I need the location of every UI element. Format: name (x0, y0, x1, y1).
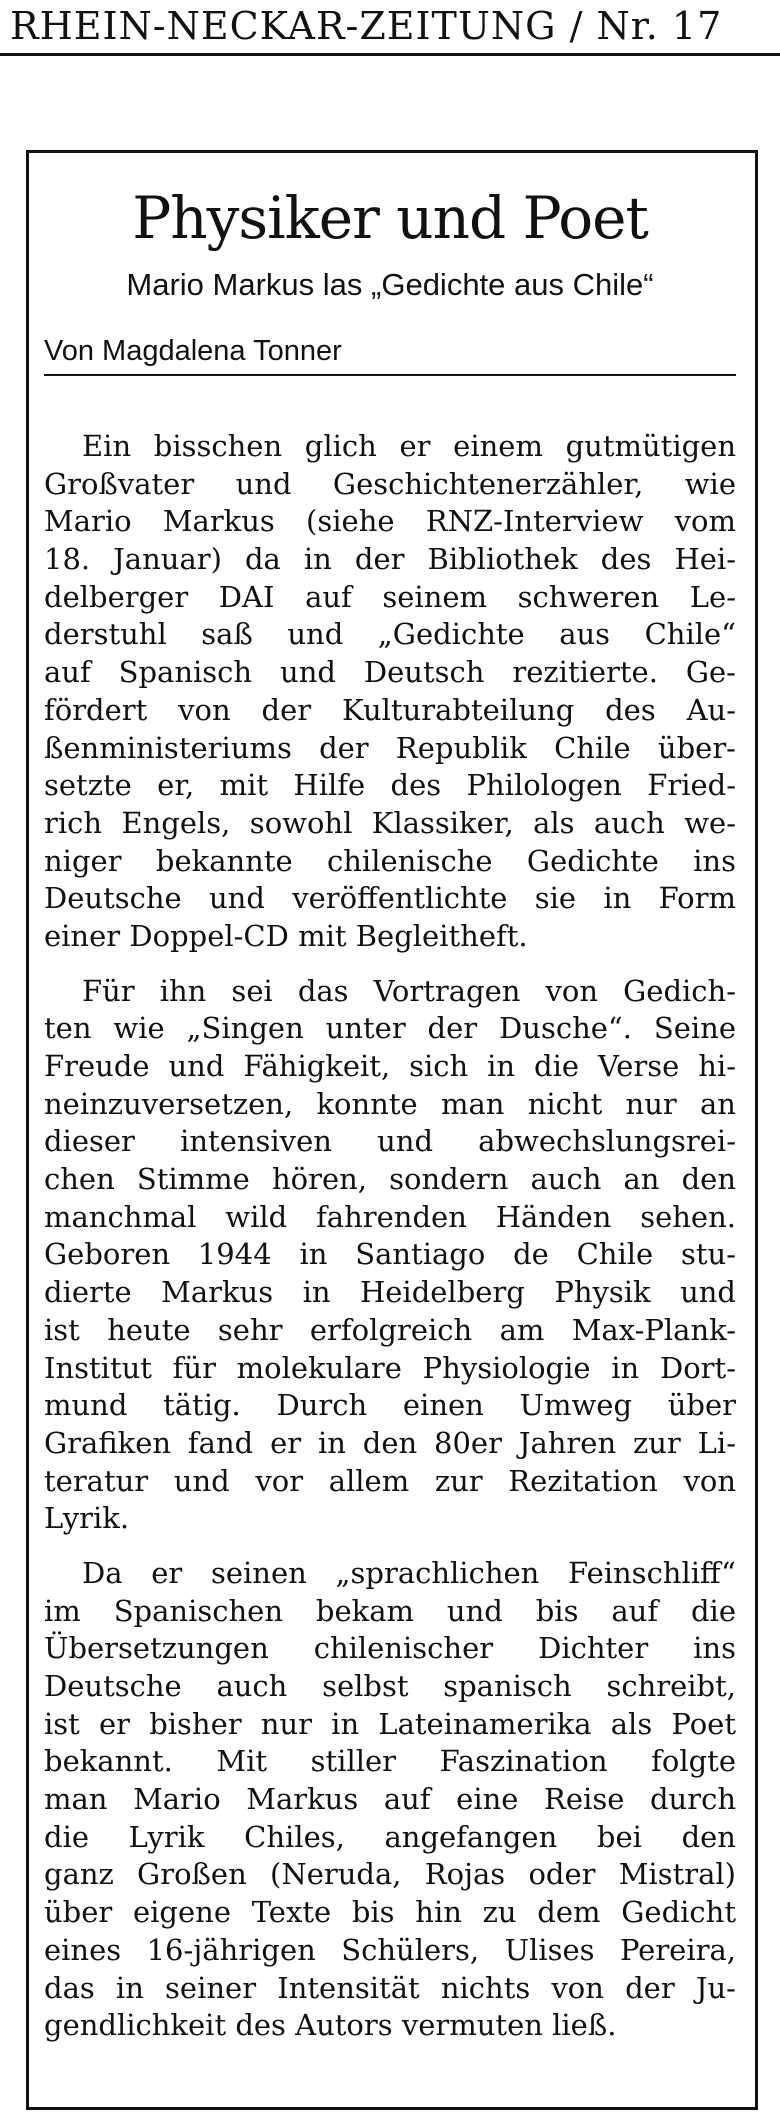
article-body (44, 428, 736, 2062)
masthead-divider (0, 53, 780, 56)
paragraph-line: über eigene Texte bis hin zu dem Gedicht (44, 1895, 736, 1930)
paragraph-line: rich Engels, sowohl Klassiker, als auch we- (44, 805, 736, 840)
paragraph-line: Großvater und Geschichtenerzähler, wie (44, 466, 736, 501)
paragraph-line: Übersetzungen chilenischer Dichter ins (44, 1631, 736, 1666)
paragraph-line: neinzuversetzen, konnte man nicht nur an (44, 1086, 736, 1121)
paragraph-line: Deutsche und veröffentlichte sie in Form (44, 881, 736, 916)
paragraph-line: dieser intensiven und abwechslungsrei- (44, 1124, 736, 1159)
paragraph-line: delberger DAI auf seinem schweren Le- (44, 579, 736, 614)
paragraph-line: Für ihn sei das Vortragen von Gedich- (82, 973, 736, 1008)
paragraph-line: bekannt. Mit stiller Faszination folgte (44, 1744, 736, 1779)
paragraph-line: Freude und Fähigkeit, sich in die Verse hi- (44, 1049, 736, 1083)
article-subheadline: Mario Markus las „Gedichte aus Chile“ (126, 267, 654, 302)
paragraph-line: manchmal wild fahrenden Händen sehen. (44, 1199, 736, 1234)
paragraph-line: Lyrik. (44, 1501, 130, 1536)
paragraph-line: mund tätig. Durch einen Umweg über (44, 1388, 736, 1423)
paragraph-line: Ein bisschen glich er einem gutmütigen (82, 429, 736, 463)
paragraph-line: niger bekannte chilenische Gedichte ins (44, 843, 736, 878)
paragraph-line: ten wie „Singen unter der Dusche“. Seine (44, 1011, 736, 1046)
paragraph-line: die Lyrik Chiles, angefangen bei den (44, 1819, 736, 1854)
paragraph-line: Grafiken fand er in den 80er Jahren zur Li- (44, 1425, 736, 1460)
paragraph-line: gendlichkeit des Autors vermuten ließ. (44, 2008, 617, 2043)
paragraph-line: Geboren 1944 in Santiago de Chile stu- (44, 1237, 736, 1272)
article-headline: Physiker und Poet (132, 184, 648, 252)
paragraph-line: derstuhl saß und „Gedichte aus Chile“ (44, 617, 736, 652)
paragraph-line: ßenministeriums der Republik Chile über- (44, 730, 736, 765)
paragraph-line: fördert von der Kulturabteilung des Au- (44, 692, 736, 727)
paragraph-line: im Spanischen bekam und bis auf die (44, 1593, 736, 1628)
article-paragraph (44, 428, 736, 956)
paragraph-line: chen Stimme hören, sondern auch an den (44, 1162, 736, 1197)
paragraph-line: Deutsche auch selbst spanisch schreibt, (44, 1669, 736, 1703)
byline-divider (44, 374, 736, 376)
paragraph-line: ist heute sehr erfolgreich am Max-Plank- (44, 1312, 736, 1347)
paragraph-line: eines 16-jährigen Schülers, Ulises Pereira, (44, 1932, 736, 1967)
article-paragraph (44, 1555, 736, 2045)
paragraph-line: Da er seinen „sprachlichen Feinschliff“ (82, 1555, 736, 1590)
paragraph-line: teratur und vor allem zur Rezitation von (44, 1463, 736, 1498)
paragraph-line: Mario Markus (siehe RNZ-Interview vom (44, 504, 736, 539)
paragraph-line: ist er bisher nur in Lateinamerika als Poet (44, 1706, 736, 1741)
paragraph-line: man Mario Markus auf eine Reise durch (44, 1782, 736, 1817)
article-paragraph (44, 973, 736, 1538)
paragraph-line: setzte er, mit Hilfe des Philologen Fried- (44, 768, 736, 803)
paragraph-line: Institut für molekulare Physiologie in Dort- (44, 1350, 736, 1385)
paragraph-line: 18. Januar) da in der Bibliothek des Hei- (44, 542, 736, 577)
article-byline: Von Magdalena Tonner (44, 335, 342, 367)
paragraph-line: auf Spanisch und Deutsch rezitierte. Ge- (44, 655, 736, 690)
paragraph-line: ganz Großen (Neruda, Rojas oder Mistral) (44, 1857, 736, 1892)
paragraph-line: das in seiner Intensität nichts von der Ju- (44, 1970, 736, 2005)
newspaper-masthead: RHEIN-NECKAR-ZEITUNG / Nr. 17 (10, 4, 723, 48)
paragraph-line: dierte Markus in Heidelberg Physik und (44, 1275, 736, 1310)
paragraph-line: einer Doppel-CD mit Begleitheft. (44, 918, 528, 953)
